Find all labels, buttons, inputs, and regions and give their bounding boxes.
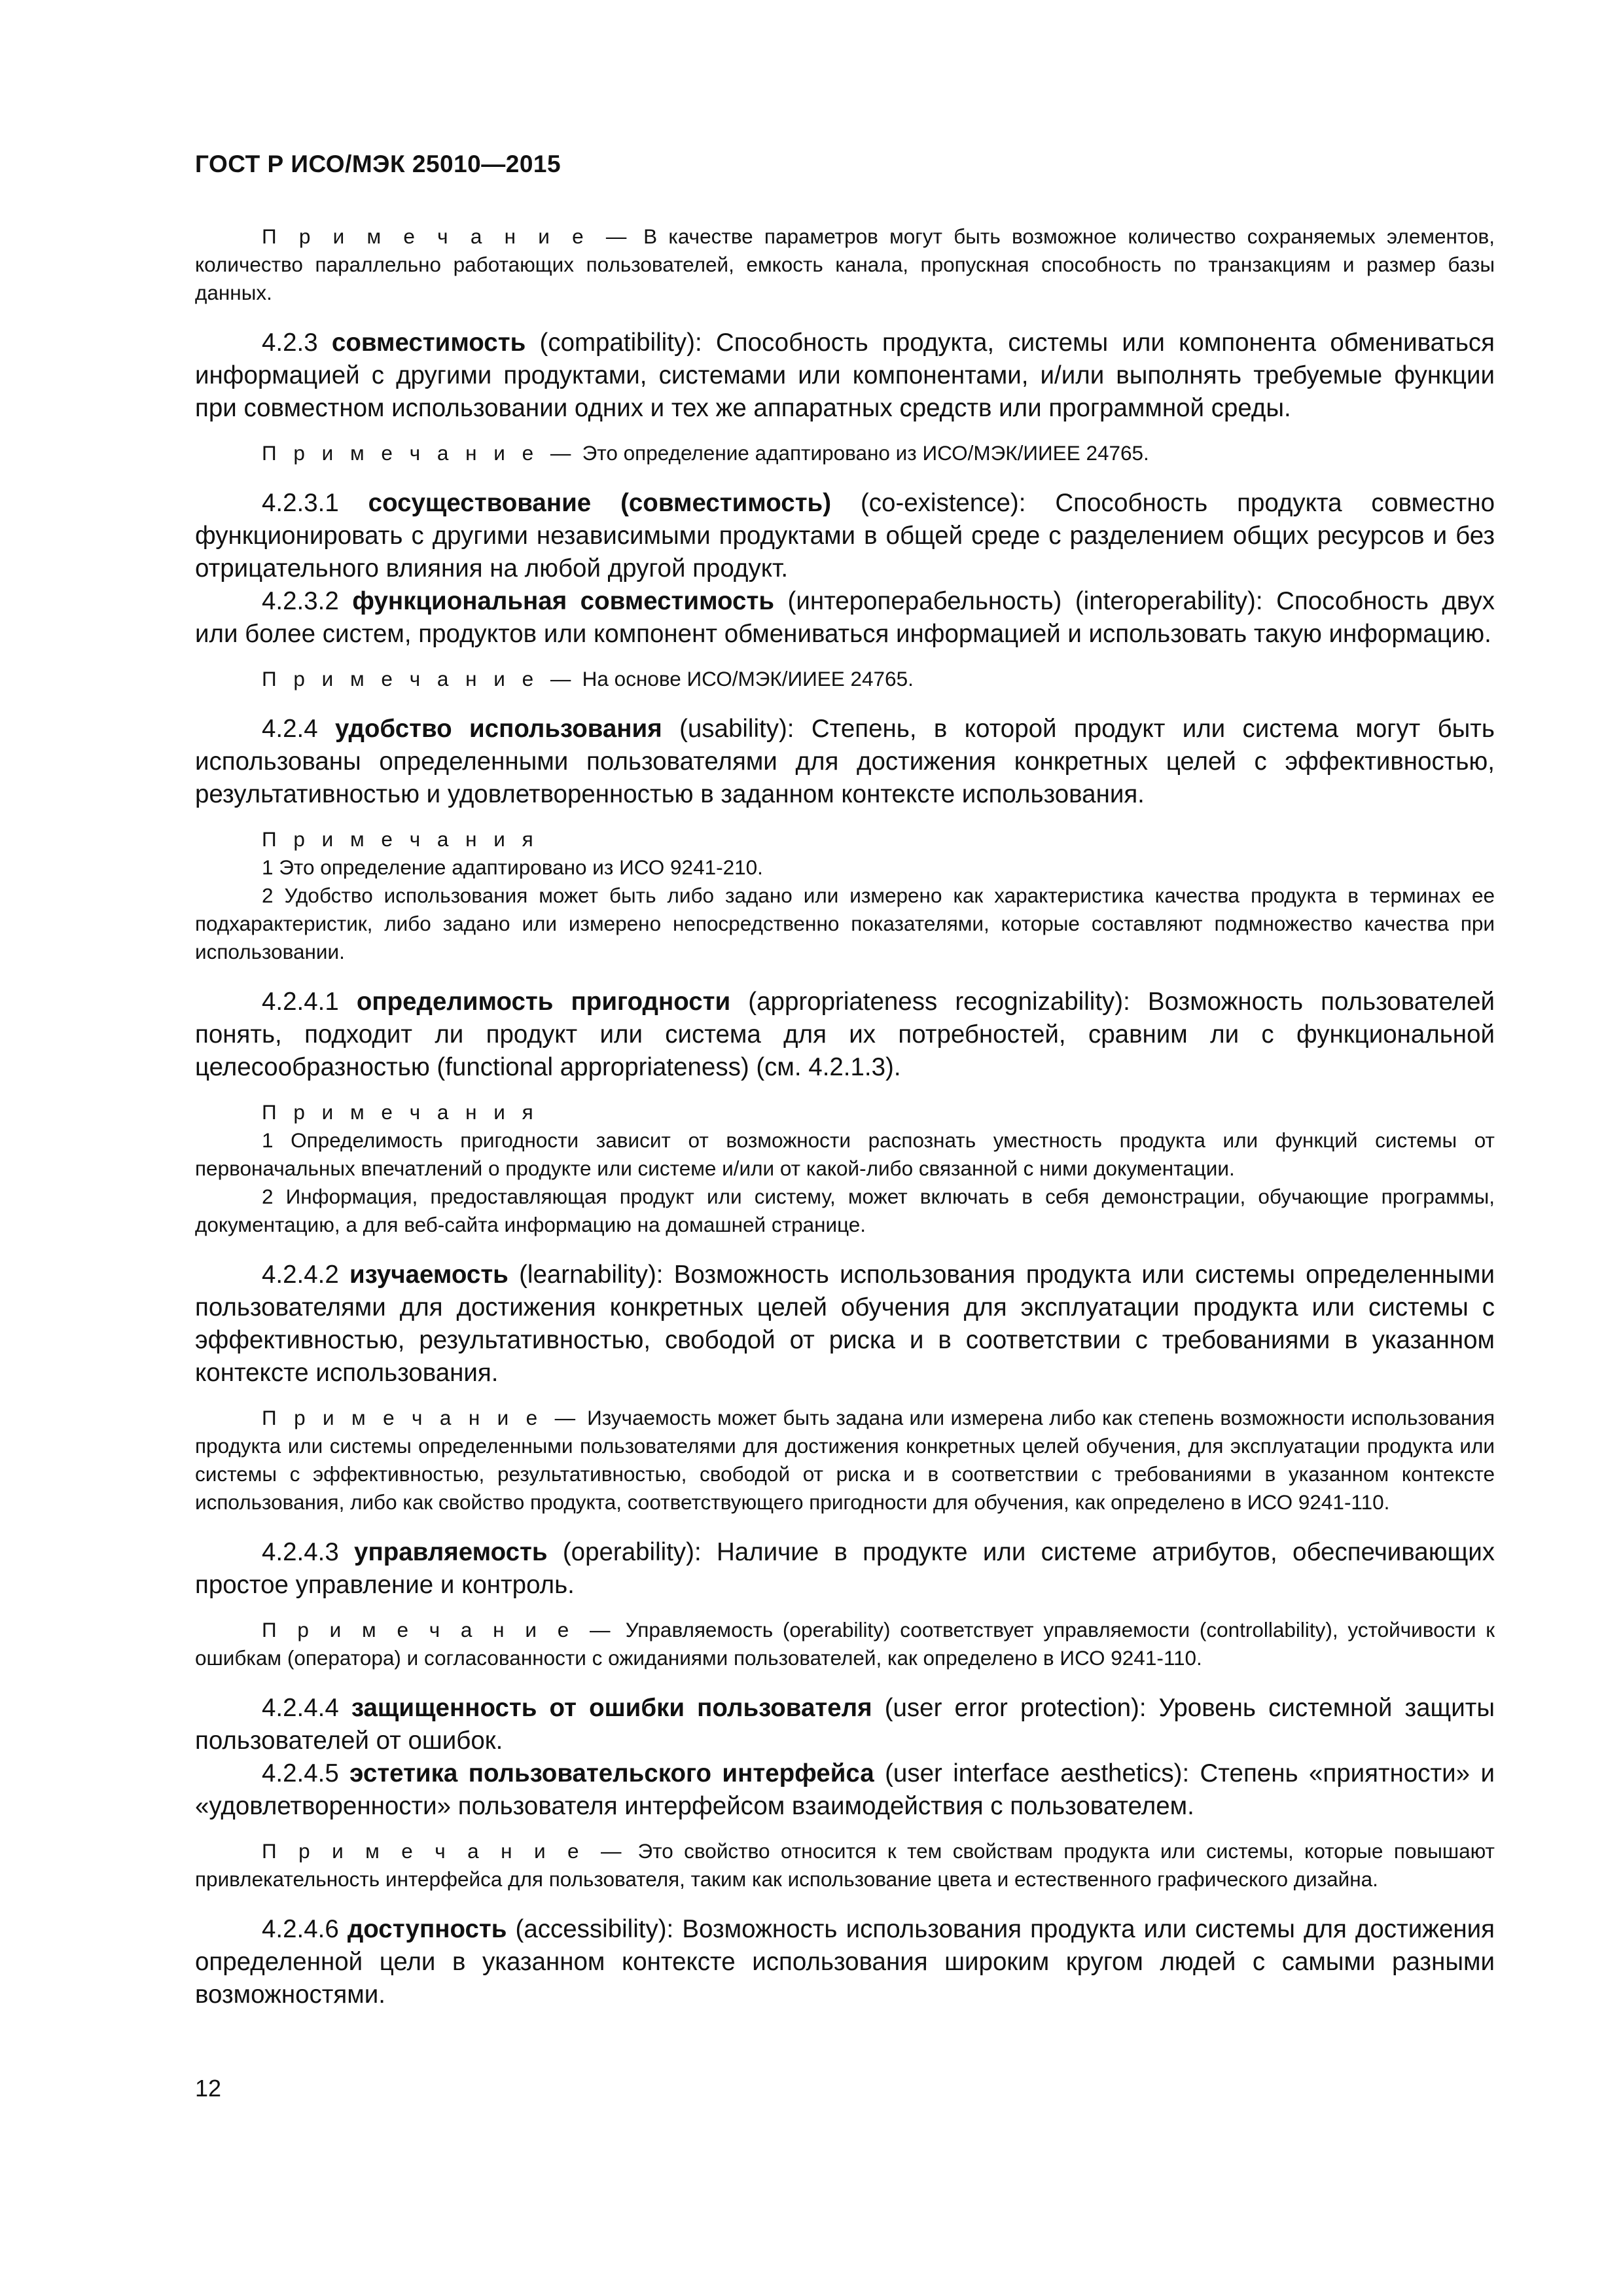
note-text: Это определение адаптировано из ИСО/МЭК/ИИЕЕ 24765. (582, 441, 1149, 465)
standard-header: ГОСТ Р ИСО/МЭК 25010—2015 (195, 151, 562, 177)
clause-number: 4.2.4.3 (262, 1538, 339, 1566)
term: сосуществование (совместимость) (368, 489, 832, 517)
clause-number: 4.2.4 (262, 715, 318, 743)
note-text: На основе ИСО/МЭК/ИИЕЕ 24765. (582, 667, 914, 691)
definition-4-2-4-2 (195, 1259, 1495, 1390)
note-item: 2 Информация, предоставляющая продукт или систему, может включать в себя демонстрации, обучающие программы, документацию, а для веб-сайта информацию на домашней странице. (195, 1185, 1495, 1236)
note-paragraph (195, 223, 1495, 307)
definition-text: (accessibility): Возможность использования продукта или системы для достижения определенной цели в указанном контексте использования широким кругом людей с самыми разными возможностями. (195, 1915, 1495, 2009)
note-label: П р и м е ч а н и е — (262, 1406, 581, 1429)
page-number: 12 (195, 2075, 222, 2102)
note-item: 1 Определимость пригодности зависит от возможности распознать уместность продукта или функций системы от первоначальных впечатлений о продукте или системе и/или от какой-либо связанной с ними документации. (195, 1128, 1495, 1180)
definition-text: (learnability): Возможность использования продукта или системы определенными пользователями для достижения конкретных целей обучения для эксплуатации продукта или системы с эффективностью, результативностью, свободой от риска и в соответствии с требованиями в указанном контексте использования. (195, 1261, 1495, 1387)
note-text: Управляемость (operability) соответствует управляемости (controllability), устойчивости к ошибкам (оператора) и согласованности с ожиданиями пользователей, как определено в ИСО 9241-110. (195, 1618, 1495, 1670)
definition-4-2-3-2 (195, 585, 1495, 651)
term: защищенность от ошибки пользователя (351, 1694, 872, 1722)
term: определимость пригодности (356, 988, 731, 1016)
clause-number: 4.2.3 (262, 329, 318, 357)
definition-text: (compatibility): Способность продукта, системы или компонента обмениваться информацией с другими продуктами, системами или компонентами, и/или выполнять требуемые функции при совместном использовании одних и тех же аппаратных средств или программной среды. (195, 329, 1495, 422)
note-paragraph (195, 1404, 1495, 1516)
note-label: П р и м е ч а н и е — (262, 1618, 616, 1641)
definition-4-2-4 (195, 713, 1495, 811)
note-item: 2 Удобство использования может быть либо задано или измерено как характеристика качества продукта в терминах ее подхарактеристик, либо задано или измерено непосредственно показателями, которые составляют подмножество качества при использовании. (195, 884, 1495, 963)
definition-text: (usability): Степень, в которой продукт или система могут быть использованы определенными пользователями для достижения конкретных целей с эффективностью, результативностью и удовлетворенностью в заданном контексте использования. (195, 715, 1495, 808)
clause-number: 4.2.3.2 (262, 587, 339, 615)
definition-4-2-4-6 (195, 1913, 1495, 2011)
term: функциональная совместимость (352, 587, 774, 615)
note-label: П р и м е ч а н и е — (262, 441, 577, 465)
definition-text: (user interface aesthetics): Степень «приятности» и «удовлетворенности» пользователя интерфейсом взаимодействия с пользователем. (195, 1759, 1495, 1820)
definition-4-2-4-3 (195, 1536, 1495, 1602)
term: управляемость (354, 1538, 548, 1566)
clause-number: 4.2.4.1 (262, 988, 339, 1016)
definition-text: (operability): Наличие в продукте или системе атрибутов, обеспечивающих простое управление и контроль. (195, 1538, 1495, 1599)
note-paragraph (195, 439, 1495, 467)
note-paragraph (195, 1616, 1495, 1672)
note-paragraph (195, 665, 1495, 693)
term: доступность (347, 1915, 507, 1943)
definition-text: (интероперабельность) (interoperability): Способность двух или более систем, продуктов или компонент обмениваться информацией и использовать такую информацию. (195, 587, 1495, 648)
definition-4-2-3 (195, 327, 1495, 425)
definition-4-2-3-1 (195, 487, 1495, 585)
definition-4-2-4-1 (195, 986, 1495, 1084)
definition-4-2-4-4 (195, 1692, 1495, 1757)
term: удобство использования (335, 715, 662, 743)
note-paragraph (195, 1837, 1495, 1893)
term: эстетика пользовательского интерфейса (349, 1759, 874, 1787)
definition-text: (co-existence): Способность продукта совместно функционировать с другими независимыми продуктами в общей среде с разделением общих ресурсов и без отрицательного влияния на любой другой продукт. (195, 489, 1495, 583)
term: совместимость (331, 329, 526, 357)
clause-number: 4.2.4.4 (262, 1694, 339, 1722)
clause-number: 4.2.3.1 (262, 489, 339, 517)
note-text: В качестве параметров могут быть возможное количество сохраняемых элементов, количество параллельно работающих пользователей, емкость канала, пропускная способность по транзакциям и размер базы данных. (195, 224, 1495, 304)
clause-number: 4.2.4.6 (262, 1915, 339, 1943)
note-text: Изучаемость может быть задана или измерена либо как степень возможности использования продукта или системы определенными пользователями для достижения конкретных целей обучения, для эксплуатации продукта или системы с эффективностью, результативностью, свободой от риска и в соответствии с требованиями в указанном контексте использования, либо как свойство продукта, соответствующего пригодности для обучения, как определено в ИСО 9241-110. (195, 1406, 1495, 1514)
notes-heading: П р и м е ч а н и я (262, 827, 539, 851)
clause-number: 4.2.4.5 (262, 1759, 339, 1787)
clause-number: 4.2.4.2 (262, 1261, 339, 1289)
note-item: 1 Это определение адаптировано из ИСО 9241-210. (262, 855, 763, 879)
notes-heading: П р и м е ч а н и я (262, 1100, 539, 1124)
note-label: П р и м е ч а н и е — (262, 224, 632, 248)
document-body (195, 223, 1495, 2011)
term: изучаемость (349, 1261, 508, 1289)
note-label: П р и м е ч а н и е — (262, 667, 577, 691)
definition-text: (user error protection): Уровень системной защиты пользователей от ошибок. (195, 1694, 1495, 1755)
definition-4-2-4-5 (195, 1757, 1495, 1823)
note-label: П р и м е ч а н и е — (262, 1839, 628, 1863)
definition-text: (appropriateness recognizability): Возможность пользователей понять, подходит ли продукт или система для их потребностей, сравним ли с функциональной целесообразностью (functional appropriateness) (см. 4.2.1.3). (195, 988, 1495, 1081)
note-text: Это свойство относится к тем свойствам продукта или системы, которые повышают привлекательность интерфейса для пользователя, таким как использование цвета и естественного графического дизайна. (195, 1839, 1495, 1891)
